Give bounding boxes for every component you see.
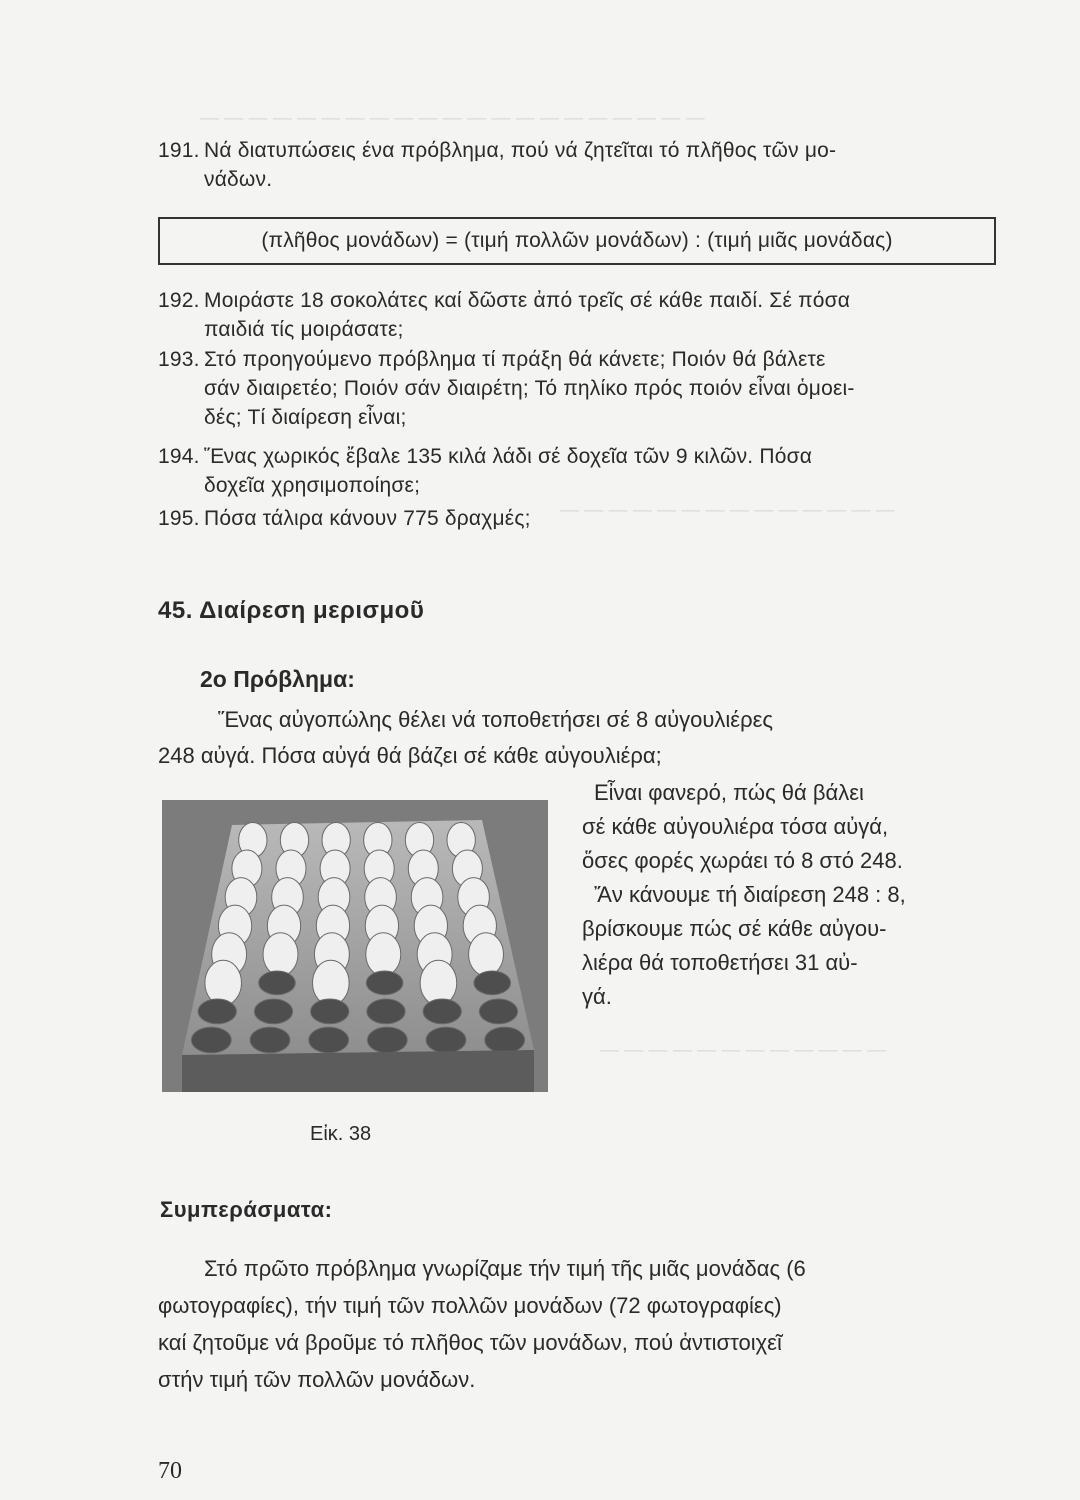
egg — [205, 960, 242, 1005]
solution-line: βρίσκουμε πώς σέ κάθε αὐγου- — [582, 916, 887, 941]
bleed-through-text: ― ― ― ― ― ― ― ― ― ― ― ― ― ― — [560, 500, 895, 521]
conclusion-line: καί ζητοῦμε νά βροῦμε τό πλῆθος τῶν μονάδων, πού ἀντιστοιχεῖ — [158, 1330, 782, 1355]
problem-194 — [158, 442, 1000, 500]
solution-line: Ἄν κάνουμε τή διαίρεση 248 : 8, — [594, 882, 906, 907]
empty-egg-cup — [309, 1027, 349, 1053]
solution-line: σέ κάθε αὐγουλιέρα τόσα αὐγά, — [582, 814, 889, 839]
problem-number: 193. — [158, 348, 200, 371]
empty-egg-cup — [259, 971, 296, 995]
problem-195 — [158, 504, 1000, 533]
problem-text-line: Ἕνας χωρικός ἔβαλε 135 κιλά λάδι σέ δοχεῖα τῶν 9 κιλῶν. Πόσα — [204, 445, 813, 468]
empty-egg-cup — [367, 1027, 407, 1053]
problem-text-line: παιδιά τίς μοιράσατε; — [204, 318, 404, 341]
empty-egg-cup — [474, 971, 511, 995]
egg-tray-illustration — [162, 800, 548, 1092]
empty-egg-cup — [423, 999, 461, 1024]
conclusion-line: Στό πρῶτο πρόβλημα γνωρίζαμε τήν τιμή τῆς μιᾶς μονάδας (6 — [204, 1256, 806, 1281]
empty-egg-cup — [485, 1027, 525, 1053]
problem-text-line: Μοιράστε 18 σοκολάτες καί δῶστε ἀπό τρεῖς σέ κάθε παιδί. Σέ πόσα — [204, 289, 851, 312]
empty-egg-cup — [254, 999, 292, 1024]
problem-text-line: δές; Τί διαίρεση εἶναι; — [204, 406, 407, 429]
problem2-line: Ἕνας αὐγοπώλης θέλει νά τοποθετήσει σέ 8 αὐγουλιέρες — [218, 707, 774, 732]
egg — [469, 933, 504, 976]
egg-tray-photo — [162, 800, 548, 1092]
page-number: 70 — [158, 1458, 182, 1484]
egg — [366, 933, 401, 976]
empty-egg-cup — [250, 1027, 290, 1053]
formula-box — [158, 217, 996, 265]
egg — [420, 960, 457, 1005]
section-title: 45. Διαίρεση μερισμοῦ — [158, 597, 425, 624]
formula-text: (πλῆθος μονάδων) = (τιμή πολλῶν μονάδων) : (τιμή μιᾶς μονάδας) — [261, 229, 893, 252]
problem-text-line: νάδων. — [204, 168, 273, 191]
problem2-line: 248 αὐγά. Πόσα αὐγά θά βάζει σέ κάθε αὐγουλιέρα; — [158, 743, 662, 768]
problem-text-line: Πόσα τάλιρα κάνουν 775 δραχμές; — [204, 507, 531, 530]
problem-text-line: Στό προηγούμενο πρόβλημα τί πράξη θά κάνετε; Ποιόν θά βάλετε — [204, 348, 826, 371]
empty-egg-cup — [191, 1027, 231, 1053]
empty-egg-cup — [198, 999, 236, 1024]
solution-line: Εἶναι φανερό, πώς θά βάλει — [594, 780, 864, 805]
empty-egg-cup — [367, 999, 405, 1024]
problem-text-line: σάν διαιρετέο; Ποιόν σάν διαιρέτη; Τό πηλίκο πρός ποιόν εἶναι ὁμοει- — [204, 377, 855, 400]
problem-number: 195. — [158, 507, 200, 530]
solution-text — [582, 776, 1000, 1014]
empty-egg-cup — [311, 999, 349, 1024]
conclusions-title: Συμπεράσματα: — [160, 1197, 333, 1222]
conclusions-text — [158, 1250, 1000, 1398]
empty-egg-cup — [366, 971, 403, 995]
bleed-through-text: ― ― ― ― ― ― ― ― ― ― ― ― ― ― ― ― ― ― ― ― ― — [200, 108, 705, 129]
empty-egg-cup — [479, 999, 517, 1024]
solution-line: λιέρα θά τοποθετήσει 31 αὐ- — [582, 950, 858, 975]
problem2-text — [158, 702, 1000, 774]
problem2-title: 2ο Πρόβλημα: — [200, 666, 355, 692]
problem-192 — [158, 286, 1000, 344]
conclusion-line: φωτογραφίες), τήν τιμή τῶν πολλῶν μονάδων (72 φωτογραφίες) — [158, 1293, 782, 1318]
figure-caption: Εἰκ. 38 — [310, 1123, 372, 1145]
problem-193 — [158, 345, 1000, 432]
problem-text-line: Νά διατυπώσεις ένα πρόβλημα, πού νά ζητεῖται τό πλῆθος τῶν μο- — [204, 139, 837, 162]
problem-number: 192. — [158, 289, 200, 312]
solution-line: ὅσες φορές χωράει τό 8 στό 248. — [582, 848, 903, 873]
problem-number: 194. — [158, 445, 200, 468]
empty-egg-cup — [426, 1027, 466, 1053]
problem-191 — [158, 136, 1000, 194]
problem-number: 191. — [158, 139, 200, 162]
solution-line: γά. — [582, 984, 612, 1009]
conclusion-line: στήν τιμή τῶν πολλῶν μονάδων. — [158, 1367, 476, 1392]
bleed-through-text: ― ― ― ― ― ― ― ― ― ― ― ― — [600, 1040, 887, 1061]
problem-text-line: δοχεῖα χρησιμοποίησε; — [204, 474, 421, 497]
egg — [263, 933, 298, 976]
